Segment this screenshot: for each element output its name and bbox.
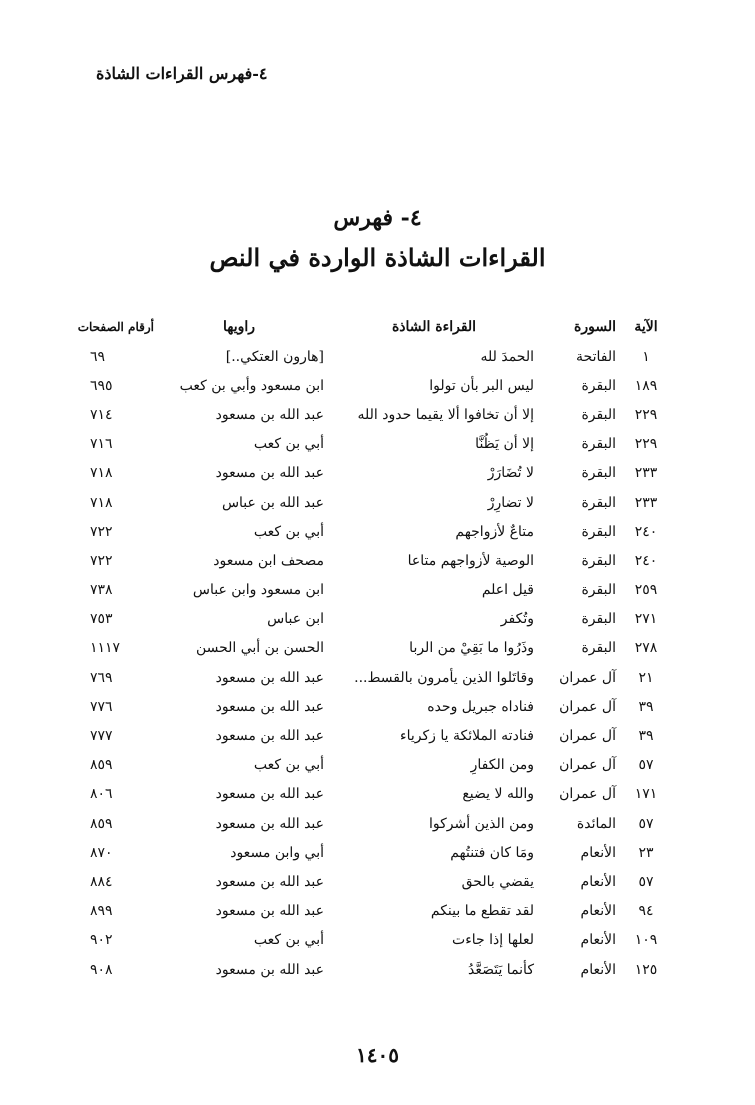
cell-narrator: عبد الله بن مسعود	[215, 873, 324, 890]
table-row	[90, 430, 670, 459]
table-row	[90, 692, 670, 721]
cell-page: ٧٦٩	[90, 669, 113, 686]
cell-ayah: ٢٥٩	[634, 582, 658, 599]
cell-reading: متاعٌ لأزواجهم	[455, 523, 534, 540]
cell-surah: آل عمران	[559, 728, 616, 745]
cell-reading: كأنما يَتَصَعَّدُ	[467, 961, 534, 978]
cell-reading: ومن الكفارِ	[470, 757, 534, 774]
cell-page: ٧١٨	[90, 494, 113, 511]
cell-narrator: أبي وابن مسعود	[230, 844, 324, 861]
header-ayah: الآية	[634, 319, 658, 335]
cell-ayah: ٥٧	[638, 757, 654, 774]
cell-ayah: ٣٩	[638, 728, 654, 745]
cell-surah: البقرة	[581, 552, 616, 569]
cell-narrator: عبد الله بن مسعود	[215, 465, 324, 482]
table-row	[90, 342, 670, 371]
table-row	[90, 400, 670, 429]
table-row	[90, 867, 670, 896]
cell-ayah: ٢٢٩	[634, 436, 658, 453]
cell-narrator: ابن مسعود وأبي بن كعب	[179, 377, 324, 394]
cell-surah: البقرة	[581, 377, 616, 394]
cell-reading: إلا أن يَظُنَّا	[475, 436, 534, 453]
cell-ayah: ٩٤	[638, 903, 654, 920]
cell-page: ٧٢٢	[90, 552, 113, 569]
cell-page: ٧٢٢	[90, 523, 113, 540]
cell-reading: لا تضارِرْ	[487, 494, 534, 511]
cell-page: ٦٩٥	[90, 377, 113, 394]
cell-surah: الأنعام	[580, 844, 616, 861]
cell-narrator: أبي بن كعب	[253, 523, 324, 540]
cell-page: ٩٠٨	[90, 961, 113, 978]
table-row	[90, 517, 670, 546]
cell-reading: قيل اعلم	[481, 582, 534, 599]
cell-surah: الأنعام	[580, 873, 616, 890]
page-number: ١٤٠٥	[356, 1043, 399, 1067]
cell-ayah: ٢٢٩	[634, 406, 658, 423]
cell-narrator: أبي بن كعب	[253, 436, 324, 453]
table-row	[90, 838, 670, 867]
cell-surah: آل عمران	[559, 757, 616, 774]
cell-surah: البقرة	[581, 523, 616, 540]
cell-narrator: مصحف ابن مسعود	[213, 552, 324, 569]
cell-reading: لا تُضَارَرْ	[487, 465, 534, 482]
cell-page: ٨٧٠	[90, 844, 113, 861]
cell-narrator: [هارون العتكي..]	[225, 348, 324, 365]
cell-narrator: أبي بن كعب	[253, 932, 324, 949]
table-header-row	[77, 312, 670, 342]
cell-ayah: ٣٩	[638, 698, 654, 715]
cell-reading: لعلها إذا جاءت	[452, 932, 534, 949]
cell-ayah: ٢١	[638, 669, 654, 686]
cell-page: ٨٠٦	[90, 786, 113, 803]
table-body	[90, 342, 670, 984]
table-row	[90, 663, 670, 692]
cell-reading: والله لا يضيع	[462, 786, 534, 803]
cell-surah: البقرة	[581, 465, 616, 482]
cell-narrator: عبد الله بن مسعود	[215, 669, 324, 686]
cell-reading: يقضي بالحق	[461, 873, 534, 890]
cell-narrator: ابن عباس	[267, 611, 324, 628]
index-title: ٤- فهرس	[333, 205, 422, 231]
cell-reading: الوصية لأزواجهم متاعا	[407, 552, 534, 569]
cell-page: ٧٧٧	[90, 728, 113, 745]
cell-page: ٦٩	[90, 348, 106, 365]
header-surah: السورة	[574, 319, 616, 335]
cell-surah: البقرة	[581, 494, 616, 511]
running-header: ٤-فهرس القراءات الشاذة	[96, 64, 268, 83]
cell-narrator: عبد الله بن مسعود	[215, 728, 324, 745]
cell-narrator: أبي بن كعب	[253, 757, 324, 774]
cell-narrator: عبد الله بن مسعود	[215, 786, 324, 803]
index-subtitle: القراءات الشاذة الواردة في النص	[209, 243, 546, 272]
table-row	[90, 576, 670, 605]
cell-narrator: ابن مسعود وابن عباس	[192, 582, 324, 599]
cell-surah: البقرة	[581, 406, 616, 423]
cell-ayah: ١٧١	[634, 786, 658, 803]
cell-page: ٧١٨	[90, 465, 113, 482]
cell-narrator: عبد الله بن مسعود	[215, 815, 324, 832]
cell-narrator: عبد الله بن عباس	[221, 494, 324, 511]
cell-surah: البقرة	[581, 436, 616, 453]
cell-ayah: ١٨٩	[634, 377, 658, 394]
cell-reading: وذَرُوا ما بَقِيْ من الربا	[409, 640, 534, 657]
cell-ayah: ٢٣٣	[634, 494, 658, 511]
cell-reading: وتُكفر	[500, 611, 534, 628]
cell-reading: وقاتَلوا الذين يأمرون بالقسط...	[354, 669, 534, 686]
cell-page: ٩٠٢	[90, 932, 113, 949]
cell-surah: الأنعام	[580, 932, 616, 949]
cell-ayah: ١٠٩	[634, 932, 658, 949]
cell-reading: لقد تقطع ما بينكم	[430, 903, 534, 920]
table-row	[90, 459, 670, 488]
cell-reading: فنادته الملائكة يا زكرياء	[400, 728, 534, 745]
cell-ayah: ٥٧	[638, 815, 654, 832]
cell-reading: فناداه جبريل وحده	[427, 698, 534, 715]
table-row	[90, 721, 670, 750]
cell-page: ١١١٧	[90, 640, 121, 657]
cell-narrator: عبد الله بن مسعود	[215, 698, 324, 715]
cell-surah: البقرة	[581, 582, 616, 599]
cell-surah: الفاتحة	[576, 348, 616, 365]
cell-surah: المائدة	[576, 815, 616, 832]
cell-reading: ليس البر بأن تولوا	[429, 377, 534, 394]
cell-narrator: عبد الله بن مسعود	[215, 406, 324, 423]
cell-page: ٧١٦	[90, 436, 113, 453]
table-row	[90, 897, 670, 926]
cell-page: ٧٥٣	[90, 611, 113, 628]
cell-ayah: ٢٧٨	[634, 640, 658, 657]
table-row	[90, 780, 670, 809]
cell-page: ٨٩٩	[90, 903, 113, 920]
cell-ayah: ٢٤٠	[634, 552, 658, 569]
cell-reading: ومن الذين أشركوا	[428, 815, 534, 832]
cell-reading: ومَا كان فتنتُهم	[450, 844, 534, 861]
header-pages: أرقام الصفحات	[77, 320, 154, 334]
cell-page: ٧٣٨	[90, 582, 113, 599]
cell-surah: الأنعام	[580, 961, 616, 978]
table-row	[90, 634, 670, 663]
cell-ayah: ٢٣٣	[634, 465, 658, 482]
cell-narrator: عبد الله بن مسعود	[215, 903, 324, 920]
cell-page: ٧١٤	[90, 406, 113, 423]
cell-page: ٨٥٩	[90, 757, 113, 774]
table-row	[90, 371, 670, 400]
header-narrator: راويها	[222, 319, 256, 335]
cell-surah: البقرة	[581, 611, 616, 628]
table-row	[90, 751, 670, 780]
cell-surah: آل عمران	[559, 669, 616, 686]
table-row	[90, 546, 670, 575]
cell-surah: البقرة	[581, 640, 616, 657]
cell-narrator: الحسن بن أبي الحسن	[195, 640, 324, 657]
table-row	[90, 488, 670, 517]
cell-reading: الحمدَ لله	[480, 348, 534, 365]
cell-ayah: ٥٧	[638, 873, 654, 890]
cell-surah: آل عمران	[559, 786, 616, 803]
cell-page: ٨٥٩	[90, 815, 113, 832]
cell-narrator: عبد الله بن مسعود	[215, 961, 324, 978]
readings-index-table	[77, 312, 670, 984]
index-title-block	[0, 205, 755, 272]
header-reading: القراءة الشاذة	[391, 319, 477, 335]
cell-ayah: ١٢٥	[634, 961, 658, 978]
cell-reading: إلا أن تخافوا ألا يقيما حدود الله	[357, 406, 534, 423]
table-row	[90, 926, 670, 955]
cell-page: ٨٨٤	[90, 873, 113, 890]
table-row	[90, 955, 670, 984]
cell-ayah: ٢٣	[638, 844, 654, 861]
table-row	[90, 605, 670, 634]
table-row	[90, 809, 670, 838]
cell-ayah: ٢٤٠	[634, 523, 658, 540]
cell-ayah: ٢٧١	[634, 611, 658, 628]
cell-page: ٧٧٦	[90, 698, 113, 715]
cell-surah: الأنعام	[580, 903, 616, 920]
cell-surah: آل عمران	[559, 698, 616, 715]
cell-ayah: ١	[642, 348, 650, 365]
